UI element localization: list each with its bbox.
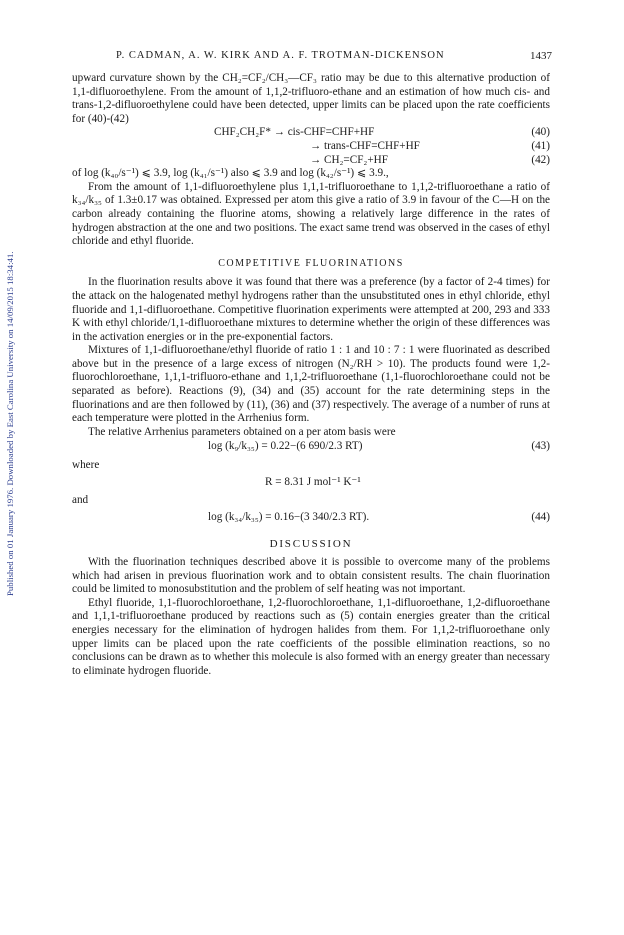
paragraph: of log (k₄₀/s⁻¹) ⩽ 3.9, log (k₄₁/s⁻¹) also ⩽ 3.9 and log (k₄₂/s⁻¹) ⩽ 3.9., (72, 167, 389, 180)
equation-44 (72, 511, 550, 525)
provenance-text: Published on 01 January 1976. Downloaded by East Carolina University on 14/09/2015 18:34:41. (5, 251, 15, 596)
paragraph: The relative Arrhenius parameters obtained on a per atom basis were (88, 425, 396, 438)
where-label: where (72, 459, 100, 472)
equation-text: log (k₃₄/k₃₅) = 0.16−(3 340/2.3 RT). (208, 510, 370, 523)
body-text (72, 72, 550, 678)
equation-number: (40) (531, 126, 550, 139)
paragraph: Ethyl fluoride, 1,1-fluorochloroethane, 1,2-fluorochloroethane, 1,1-difluoroethane, 1,2-difluoroethane and 1,1,1-trifluoroethane produced by reactions such as (5) contain energies greater than the critical energies necessary for the elimination of hydrogen halides from them. For 1,1,2-trifluoroethane only upper limits can be placed upon the rate coefficients of the possible elimination reactions, so no conclusions can be drawn as to whether this molecule is also formed with an energy greater than necessary to eliminate hydrogen fluoride. (72, 596, 550, 677)
equation-number: (43) (531, 440, 550, 453)
paragraph: From the amount of 1,1-difluoroethylene plus 1,1,1-trifluoroethane to 1,1,2-trifluoroethane a ratio of k₃₄/k₃₅ of 1.3±0.17 was obtained. Expressed per atom this give a ratio of 3.9 in favour of the C—H on the carbon already containing the fluorine atoms, showing a relatively large difference in the rates of hydrogen abstraction at the one and two positions. The exact same trend was observed in the cases of ethyl chloride and ethyl fluoride. (72, 180, 550, 248)
equation-number: (41) (531, 139, 550, 152)
equation-text: → CH₂=CF₂+HF (310, 153, 388, 166)
equation-41 (72, 140, 550, 154)
equation-43 (72, 440, 550, 454)
equation-40 (72, 126, 550, 140)
paragraph: Mixtures of 1,1-difluoroethane/ethyl fluoride of ratio 1 : 1 and 10 : 7 : 1 were fluorinated as described above but in the presence of a large excess of nitrogen (N₂/RH > 10). The products found were 1,2-fluorochloroethane, 1,1,1-trifluoro-ethane and 1,1,2-trifluoroethane (1,1-fluorochloroethane could not be separated as before). Reactions (9), (34) and (35) account for the rate determining steps in the fluorinations and are then followed by (11), (36) and (37) respectively. The average of a number of runs at each temperature were plotted in the Arrhenius form. (72, 344, 550, 425)
paragraph: With the fluorination techniques described above it is possible to overcome many of the problems which had arisen in previous fluorination work and to obtain consistent results. The chain fluorination could be limited to monosubstitution and the problem of self heating was not important. (72, 556, 550, 596)
section-heading-competitive: COMPETITIVE FLUORINATIONS (218, 257, 404, 269)
equation-r (72, 476, 550, 490)
equation-text: log (k₉/k₃₅) = 0.22−(6 690/2.3 RT) (208, 440, 363, 453)
header-authors: P. CADMAN, A. W. KIRK AND A. F. TROTMAN-DICKENSON (116, 50, 445, 61)
equation-number: (44) (531, 510, 550, 523)
and-line (72, 494, 550, 508)
side-provenance-note (5, 176, 19, 596)
equation-42 (72, 154, 550, 168)
equation-text: → trans-CHF=CHF+HF (310, 139, 420, 152)
equation-number: (42) (531, 153, 550, 166)
paragraph: upward curvature shown by the CH₂=CF₂/CH₃—CF₃ ratio may be due to this alternative production of 1,1-difluoroethylene. From the amount of 1,1,2-trifluoro-ethane and an estimation of how much cis- and trans-1,2-difluoroethylene could have been detected, upper limits can be placed upon the rate coefficients for (40)-(42) (72, 72, 550, 125)
page-number: 1437 (530, 50, 552, 62)
equation-text: R = 8.31 J mol⁻¹ K⁻¹ (265, 475, 361, 488)
where-line (72, 459, 550, 473)
equation-text: CHF₂CH₂F* → cis-CHF=CHF+HF (214, 126, 375, 139)
and-label: and (72, 494, 89, 507)
paragraph: In the fluorination results above it was found that there was a preference (by a factor of 2-4 times) for the attack on the halogenated methyl hydrogens rather than the unsubstituted ones in ethyl chloride, ethyl fluoride and 1,1-difluoroethane. Competitive fluorination experiments were attempted at 200, 293 and 333 K with ethyl chloride/1,1-difluoroethane mixtures to determine whether the origin of these differences was in the activation energies or in the pre-exponential factors. (72, 276, 550, 343)
section-heading-discussion: DISCUSSION (269, 538, 353, 551)
